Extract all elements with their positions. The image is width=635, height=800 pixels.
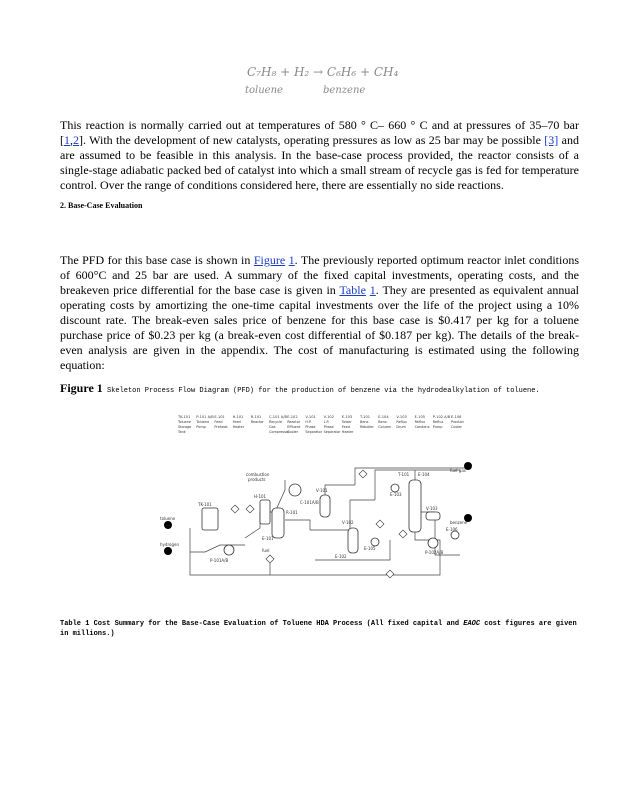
pfd-equipment (202, 480, 459, 555)
equipment-description: Reboiler (360, 425, 374, 429)
equipment-description: Column (378, 425, 392, 429)
equipment-description: Heater (232, 425, 245, 429)
table-caption-text: Table 1 Cost Summary for the Base-Case Evaluation of Toluene HDA Process (All fixed capital and (60, 620, 464, 628)
paragraph-text: . The previously reported optimum reactor inlet conditions of 600°C and 25 bar are used. A summary of the fixed capital investments, operating costs, and the breakeven price differential for the base case is given in (60, 253, 579, 297)
equipment-description: H.P. (305, 420, 312, 424)
p102-label: P-102A/B (425, 550, 444, 555)
v102-label: V-102 (342, 520, 354, 525)
fuel-label: fuel (262, 548, 270, 553)
reflux-drum-shape (426, 512, 440, 520)
equipment-tag: P-102 A/B (432, 415, 451, 419)
e101-label: E-101 (262, 536, 274, 541)
pfd-lines (190, 466, 465, 575)
hp-separator-shape (320, 495, 330, 517)
equipment-tag: E-101 (214, 415, 225, 419)
valve-shape (231, 505, 239, 513)
v103-label: V-103 (426, 506, 438, 511)
equipment-tag: E-104 (378, 415, 389, 419)
equipment-description: Phase (323, 425, 334, 429)
equipment-tag: E-106 (451, 415, 462, 419)
pfd-valves (231, 470, 407, 578)
toluene-feed-label: toluene (160, 516, 176, 521)
e106-label: E-106 (446, 527, 458, 532)
table-link[interactable]: Table (339, 283, 366, 297)
r101-label: R-101 (286, 510, 298, 515)
equipment-description: Recycle (269, 420, 283, 424)
equipment-description: Reactor (250, 420, 264, 424)
h101-label: H-101 (254, 494, 267, 499)
intro-paragraph (60, 118, 579, 193)
equipment-description: Drum (396, 425, 406, 429)
equipment-description: Tank (178, 430, 186, 434)
equipment-description: Gas (269, 425, 276, 429)
equipment-description: Reflux (396, 420, 407, 424)
paragraph-text: . They are presented as equivalent annual operating costs by amortizing the one-time capital investments over the life of the project using a 10% discount rate. The break-even sales price of benzene for this base case is $0.417 per kg for a toluene purchase price of $0.23 per kg (a break-even cost differential of $0.187 per kg). The details of the break-even analysis are given in the appendix. The cost of manufacturing is estimated using the following equation: (60, 283, 580, 372)
equipment-description: Toluene (178, 420, 191, 424)
valve-shape (266, 555, 274, 563)
equipment-description: Tower (341, 420, 352, 424)
reactor-shape (272, 508, 284, 538)
combustion-label: combustion (246, 472, 270, 477)
equipment-description: Reflux (414, 420, 426, 424)
tk101-label: TK-101 (198, 502, 212, 507)
equipment-tag: V-102 (323, 415, 335, 419)
equipment-tag: R-101 (250, 415, 262, 419)
equipment-description: Benz. (360, 420, 370, 424)
benzene-column-shape (409, 480, 421, 532)
toluene-pump-shape (224, 545, 234, 555)
equipment-tag: T-101 (360, 415, 371, 419)
reactant-label-toluene: toluene (245, 85, 283, 96)
reflux-condenser-shape (391, 484, 399, 492)
e102-label: E-102 (335, 554, 347, 559)
reflux-pump-shape (428, 538, 438, 548)
base-case-paragraph (60, 253, 579, 373)
product-cooler-shape (451, 531, 459, 539)
equipment-description: Feed (214, 420, 223, 424)
equipment-description: Heater (341, 430, 354, 434)
equipment-description: Preheat. (214, 425, 229, 429)
equipment-tag: E-105 (414, 415, 426, 419)
tower-heater-shape (371, 538, 379, 546)
valve-shape (386, 570, 394, 578)
equipment-tag: TK-101 (178, 415, 191, 419)
heater-shape (260, 500, 270, 524)
equipment-description: Product (451, 420, 464, 424)
hydrogen-feed-icon (164, 547, 172, 555)
section-heading: 2. Base-Case Evaluation (60, 201, 143, 210)
equipment-description: Cooler (451, 425, 462, 429)
p101-label: P-101A/B (210, 558, 229, 563)
figure-number-link[interactable]: 1 (288, 253, 295, 267)
valve-shape (246, 505, 254, 513)
e105-label: E-105 (364, 546, 376, 551)
equipment-legend (177, 415, 465, 434)
fuel-gas-label: fuel gas (450, 468, 466, 473)
t101-label: T-101 (398, 472, 410, 477)
equipment-description: Pump (196, 425, 206, 429)
compressor-shape (289, 484, 301, 496)
equipment-tag: C-101 A/B (269, 415, 287, 419)
table-caption-emphasis: EAOC (463, 620, 481, 628)
equipment-tag: E-102 (287, 415, 298, 419)
equipment-description: Reactor (287, 420, 301, 424)
figure-caption-text: Skeleton Process Flow Diagram (PFD) for the production of benzene via the hydrodealkylation of toluene. (102, 387, 540, 395)
table-caption (60, 619, 579, 639)
toluene-tank-shape (202, 508, 218, 530)
equipment-tag: E-103 (341, 415, 353, 419)
equipment-description: Compressor (269, 430, 290, 434)
paragraph-text: ]. With the development of new catalysts, operating pressures as low as 25 bar may be possible (79, 133, 545, 147)
hydrogen-feed-label: hydrogen (160, 542, 179, 547)
reference-link-2[interactable]: 2 (73, 133, 79, 147)
equipment-description: Toluene (196, 420, 210, 424)
reaction-equation (245, 62, 445, 102)
equipment-tag: V-101 (305, 415, 316, 419)
reference-link-1[interactable]: 1 (64, 133, 70, 147)
equipment-description: Cooler (287, 430, 299, 434)
equipment-description: Separator (323, 430, 341, 434)
products-label: products (248, 477, 266, 482)
reference-link-3[interactable]: [3] (544, 133, 559, 147)
equipment-description: Feed (341, 425, 350, 429)
equipment-tag: H-101 (232, 415, 244, 419)
equipment-description: Reflux (432, 420, 444, 424)
valve-shape (359, 470, 367, 478)
paragraph-text: The PFD for this base case is shown in (60, 253, 254, 267)
v101-label: V-101 (316, 488, 328, 493)
equipment-description: Benz. (378, 420, 388, 424)
equipment-description: Phase (305, 425, 316, 429)
e104-label: E-104 (418, 472, 430, 477)
equipment-tag: V-103 (396, 415, 407, 419)
figure-label: Figure 1 (60, 381, 103, 395)
c101-label: C-101A/B (300, 500, 319, 505)
table-number-link[interactable]: 1 (369, 283, 376, 297)
equipment-description: Condens. (414, 425, 431, 429)
paragraph-text: , (70, 133, 73, 147)
equipment-description: Feed (232, 420, 241, 424)
lp-separator-shape (348, 528, 358, 553)
equipment-description: Separator (305, 430, 323, 434)
valve-shape (399, 530, 407, 538)
toluene-feed-icon (164, 521, 172, 529)
benzene-outlet-label: benzene (450, 520, 468, 525)
equipment-description: Pump (432, 425, 443, 429)
equipment-description: L.P. (323, 420, 330, 424)
reaction-formula: C₇H₈ + H₂ → C₆H₆ + CH₄ (247, 65, 399, 79)
paragraph-text: This reaction is normally carried out at temperatures of 580 ° C– 660 ° C and at pressures of 35–70 bar [ (60, 118, 579, 147)
paragraph-text: and are assumed to be feasible in this analysis. In the base-case process provided, the reactor consists of a single-stage adiabatic packed bed of catalyst into which a small stream of recycle gas is fed for temperature control. Over the range of conditions considered here, there are essentially no side reactions. (60, 133, 580, 192)
figure-link[interactable]: Figure (253, 253, 286, 267)
process-flow-diagram (150, 410, 490, 588)
figure-caption (60, 379, 590, 397)
equipment-description: Storage (178, 425, 192, 429)
equipment-description: Effluent (287, 425, 301, 429)
equipment-tag: P-101 A/B (196, 415, 214, 419)
product-label-benzene: benzene (323, 85, 366, 96)
e103-label: E-103 (390, 492, 402, 497)
table-caption-text: cost figures are given in millions.) (60, 620, 577, 638)
valve-shape (376, 520, 384, 528)
